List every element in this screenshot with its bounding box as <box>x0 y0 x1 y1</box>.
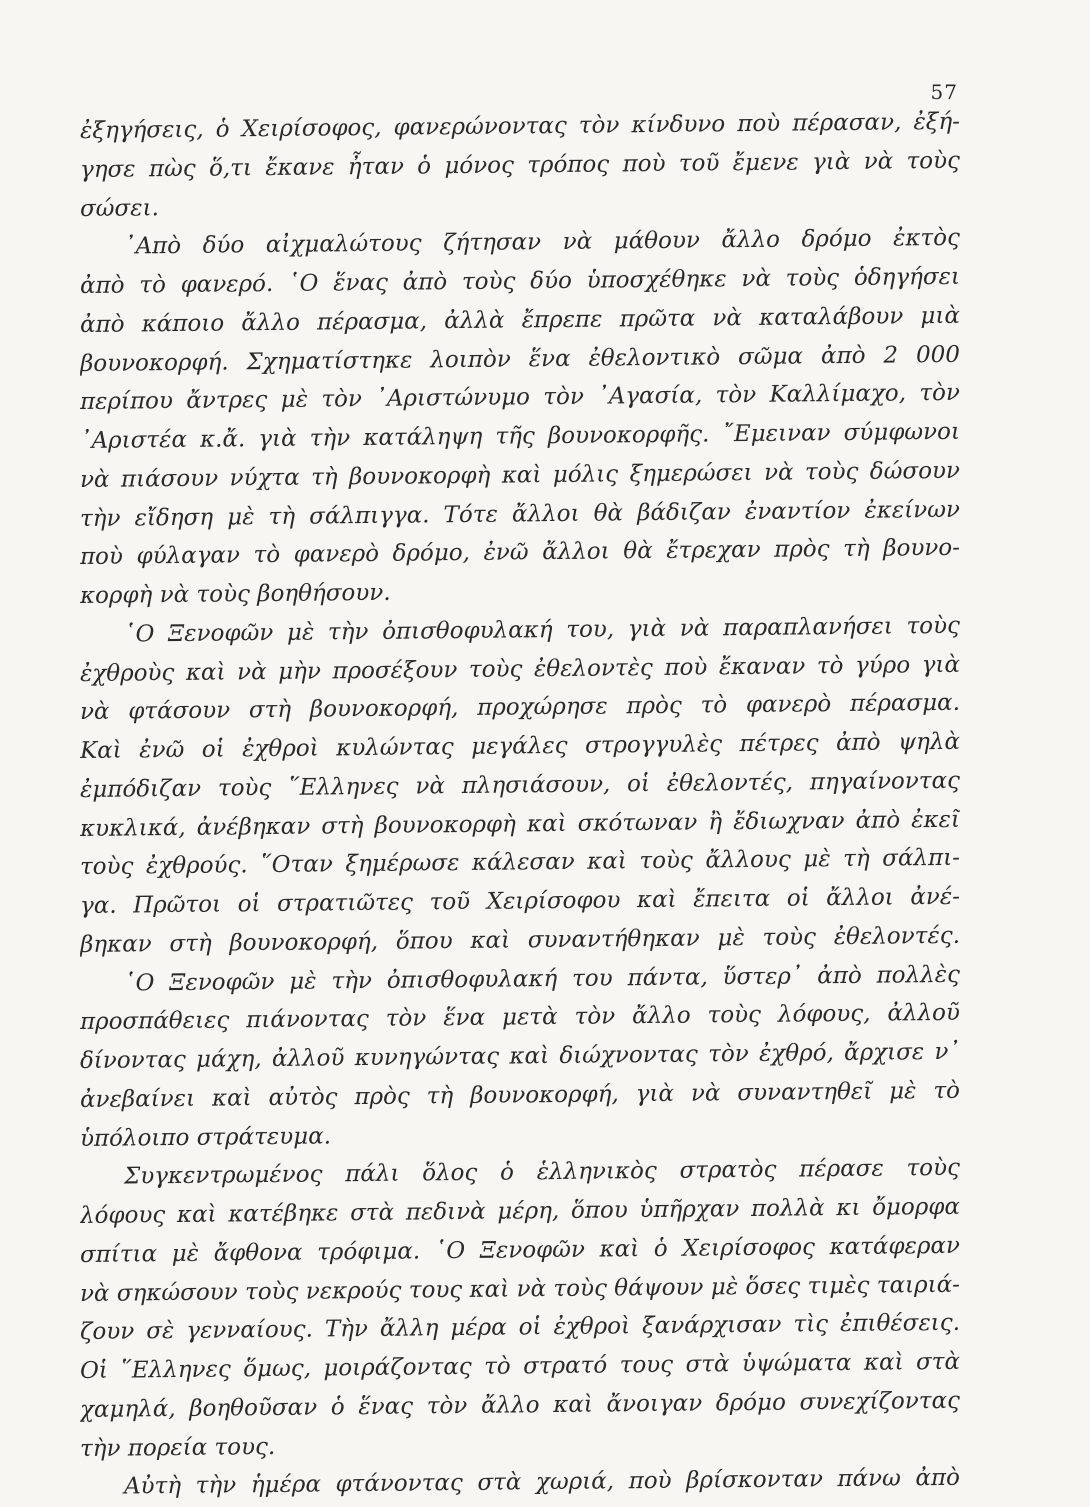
text-line: γησε πὼς ὅ,τι ἔκανε ἦταν ὁ μόνος τρόπος ποὺ τοῦ ἔμενε γιὰ νὰ τοὺς <box>79 147 961 183</box>
text-line: ζουν σὲ γενναίους. Τὴν ἄλλη μέρα οἱ ἐχθροὶ ξανάρχισαν τὶς ἐπιθέσεις. <box>79 1310 961 1346</box>
text-line: ἐμπόδιζαν τοὺς ῞Ελληνες νὰ πλησιάσουν, οἱ ἐθελοντές, πηγαίνοντας <box>79 767 961 803</box>
text-line: ᾿Αριστέα κ.ἄ. γιὰ τὴν κατάληψη τῆς βουνοκορφῆς. ῎Εμειναν σύμφωνοι <box>79 418 961 454</box>
text-line: ἀπὸ τὸ φανερό. ῾Ο ἕνας ἀπὸ τοὺς δύο ὑποσχέθηκε νὰ τοὺς ὁδηγήσει <box>79 263 961 299</box>
text-line: κορφὴ νὰ τοὺς βοηθήσουν. <box>79 579 391 609</box>
page-number: 57 <box>930 80 958 104</box>
text-line: ἐχθροὺς καὶ νὰ μὴν προσέξουν τοὺς ἐθελοντὲς ποὺ ἔκαναν τὸ γύρο γιὰ <box>79 651 961 687</box>
text-line: ᾿Απὸ δύο αἰχμαλώτους ζήτησαν νὰ μάθουν ἄλλο δρόμο ἐκτὸς <box>123 225 961 260</box>
text-line: σπίτια μὲ ἄφθονα τρόφιμα. ῾Ο Ξενοφῶν καὶ ὁ Χειρίσοφος κατάφεραν <box>79 1232 961 1268</box>
text-line: τὴν πορεία τους. <box>79 1433 276 1462</box>
text-line: δίνοντας μάχη, ἀλλοῦ κυνηγώντας καὶ διώχνοντας τὸν ἐχθρό, ἄρχισε ν᾿ <box>79 1038 961 1074</box>
text-line: Καὶ ἐνῶ οἱ ἐχθροὶ κυλώντας μεγάλες στρογγυλὲς πέτρες ἀπὸ ψηλὰ <box>79 728 961 764</box>
text-line: νὰ σηκώσουν τοὺς νεκρούς τους καὶ νὰ τοὺς θάψουν μὲ ὅσες τιμὲς ταιριά- <box>79 1271 961 1307</box>
text-line: βηκαν στὴ βουνοκορφή, ὅπου καὶ συναντήθηκαν μὲ τοὺς ἐθελοντές. <box>79 922 961 958</box>
text-line: Αὐτὴ τὴν ἡμέρα φτάνοντας στὰ χωριά, ποὺ βρίσκονταν πάνω ἀπὸ <box>123 1465 961 1500</box>
text-line: ἀπὸ κάποιο ἄλλο πέρασμα, ἀλλὰ ἔπρεπε πρῶτα νὰ καταλάβουν μιὰ <box>79 302 961 338</box>
text-line: γα. Πρῶτοι οἱ στρατιῶτες τοῦ Χειρίσοφου καὶ ἔπειτα οἱ ἄλλοι ἀνέ- <box>79 883 961 919</box>
text-line: Συγκεντρωμένος πάλι ὅλος ὁ ἑλληνικὸς στρατὸς πέρασε τοὺς <box>123 1155 961 1190</box>
text-line: σώσει. <box>79 194 159 222</box>
text-line: λόφους καὶ κατέβηκε στὰ πεδινὰ μέρη, ὅπου ὑπῆρχαν πολλὰ κι ὄμορφα <box>79 1193 961 1229</box>
text-line: κυκλικά, ἀνέβηκαν στὴ βουνοκορφὴ καὶ σκότωναν ἢ ἔδιωχναν ἀπὸ ἐκεῖ <box>79 806 961 842</box>
text-body <box>79 108 961 1507</box>
text-line: τοὺς ἐχθρούς. ῞Οταν ξημέρωσε κάλεσαν καὶ τοὺς ἄλλους μὲ τὴ σάλπι- <box>79 845 961 881</box>
text-line: τὴν εἴδηση μὲ τὴ σάλπιγγα. Τότε ἄλλοι θὰ βάδιζαν ἐναντίον ἐκείνων <box>79 496 961 532</box>
text-line: ῾Ο Ξενοφῶν μὲ τὴν ὀπισθοφυλακή του, γιὰ νὰ παραπλανήσει τοὺς <box>123 612 961 648</box>
text-line: Οἱ ῞Ελληνες ὅμως, μοιράζοντας τὸ στρατό τους στὰ ὑψώματα καὶ στὰ <box>79 1348 961 1384</box>
text-line: ῾Ο Ξενοφῶν μὲ τὴν ὀπισθοφυλακή του πάντα, ὕστερ᾿ ἀπὸ πολλὲς <box>123 961 961 997</box>
text-line: ἐξηγήσεις, ὁ Χειρίσοφος, φανερώνοντας τὸν κίνδυνο ποὺ πέρασαν, ἐξή- <box>79 108 961 144</box>
text-line: ἀνεβαίνει καὶ αὐτὸς πρὸς τὴ βουνοκορφή, γιὰ νὰ συναντηθεῖ μὲ τὸ <box>79 1077 961 1113</box>
text-line: βουνοκορφή. Σχηματίστηκε λοιπὸν ἕνα ἐθελοντικὸ σῶμα ἀπὸ 2 000 <box>79 341 961 377</box>
text-line: νὰ φτάσουν στὴ βουνοκορφή, προχώρησε πρὸς τὸ φανερὸ πέρασμα. <box>79 690 961 726</box>
text-line: ὑπόλοιπο στράτευμα. <box>79 1122 332 1152</box>
text-line: προσπάθειες πιάνοντας τὸν ἕνα μετὰ τὸν ἄλλο τοὺς λόφους, ἀλλοῦ <box>79 1000 961 1036</box>
text-line: περίπου ἄντρες μὲ τὸν ᾿Αριστώνυμο τὸν ᾿Αγασία, τὸν Καλλίμαχο, τὸν <box>79 380 961 416</box>
text-line: ποὺ φύλαγαν τὸ φανερὸ δρόμο, ἐνῶ ἄλλοι θὰ ἔτρεχαν πρὸς τὴ βουνο- <box>79 535 961 571</box>
text-line: χαμηλά, βοηθοῦσαν ὁ ἕνας τὸν ἄλλο καὶ ἄνοιγαν δρόμο συνεχίζοντας <box>79 1387 961 1423</box>
text-line: νὰ πιάσουν νύχτα τὴ βουνοκορφὴ καὶ μόλις ξημερώσει νὰ τοὺς δώσουν <box>79 457 961 493</box>
